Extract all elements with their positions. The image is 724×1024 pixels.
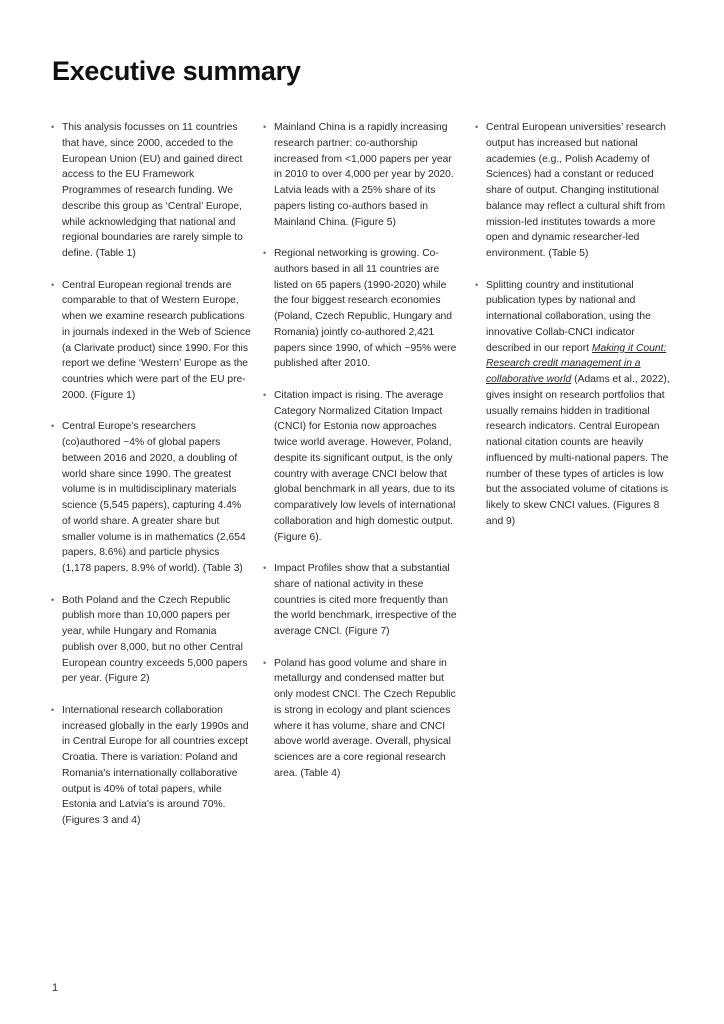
bullet-icon: • [51,594,55,605]
bullet-icon: • [263,389,267,400]
bullet-item [51,593,251,688]
bullet-text: This analysis focusses on 11 countries that have, since 2000, acceded to the European Union (EU) and gained direct access to the EU Framework Programmes of research funding. We describe this group as ‘Central’ Europe, while acknowledging that national and regional boundaries are rarely simple to define. (Table 1) [62,122,243,259]
bullet-text-after-link: (Adams et al., 2022), gives insight on research portfolios that usually remains hidden in traditional research indicators. Central European national citation counts are heavily influenced by multi-national papers. The number of these types of articles is low but the associated volume of citations is likely to skew CNCI values. (Figures 8 and 9) [486,374,670,527]
bullet-icon: • [263,248,267,258]
bullet-item [51,419,251,577]
bullet-icon: • [51,279,55,290]
bullet-text: Both Poland and the Czech Republic publish more than 10,000 papers per year, while Hungary and Romania publish over 8,000, but no other Central European country exceeds 5,000 papers per year. (Figure 2) [62,594,248,685]
bullet-item [51,278,251,404]
bullet-icon: • [263,122,267,132]
bullet-icon: • [263,563,267,573]
summary-column-2 [263,120,459,797]
bullet-item [51,703,251,829]
bullet-item [263,246,459,372]
summary-column-3 [475,120,677,545]
bullet-text: Regional networking is growing. Co-authors based in all 11 countries are listed on 65 papers (1990-2020) while the four biggest research economies (Poland, Czech Republic, Hungary and Romania) jointly co-authored 2,421 papers since 1990, of which ~95% were published after 2010. [274,248,457,370]
bullet-icon: • [51,122,55,132]
page-title: Executive summary [52,56,301,86]
bullet-item [263,561,459,640]
bullet-icon: • [51,704,55,715]
bullet-icon: • [475,122,479,132]
bullet-text: Impact Profiles show that a substantial share of national activity in these countries is cited more frequently than the world benchmark, irrespective of the average CNCI. (Figure 7) [274,563,457,637]
bullet-text: Mainland China is a rapidly increasing research partner: co-authorship increased from <1,000 papers per year in 2010 to over 4,000 per year by 2020. Latvia leads with a 25% share of its papers listing co-authors based in Mainland China. (Figure 5) [274,122,454,228]
bullet-icon: • [51,421,55,432]
bullet-text: International research collaboration increased globally in the early 1990s and in Central Europe for all countries except Croatia. There is variation: Poland and Romania’s internationally collaborative output is 40% of total papers, while Estonia and Latvia’s is around 70%. (Figures 3 and 4) [62,704,249,826]
bullet-icon: • [475,279,479,290]
summary-column-1 [51,120,251,845]
bullet-item [263,388,459,546]
page-number: 1 [52,982,59,994]
bullet-text: Central European universities’ research output has increased but national academies (e.g., Polish Academy of Sciences) had a constant or reduced share of output. Changing institutional balance may reflect a cultural shift from mission-led institutes towards a more open and dynamic researcher-led environment. (Table 5) [486,122,666,259]
bullet-item [263,120,459,230]
report-link[interactable]: Making it Count: Research credit management in a collaborative world [486,342,667,385]
bullet-text-before-link: Splitting country and institutional publication types by national and international collaboration, using the innovative Collab-CNCI indicator described in our report [486,279,651,354]
bullet-item [475,120,677,262]
bullet-item [475,278,677,530]
bullet-text: Poland has good volume and share in metallurgy and condensed matter but only modest CNCI. The Czech Republic is strong in ecology and plant sciences where it has volume, share and CNCI above world average. Overall, physical sciences are a core regional research area. (Table 4) [274,657,456,779]
bullet-icon: • [263,657,267,668]
bullet-text: Central Europe’s researchers (co)authored ~4% of global papers between 2016 and 2020, a doubling of world share since 1990. The greatest volume is in multidisciplinary materials science (5,545 papers), capturing 4.4% of world share. A greater share but smaller volume is in mathematics (2,654 papers, 8.6%) and particle physics (1,178 papers, 8.9% of world). (Table 3) [62,421,246,574]
bullet-item [263,656,459,782]
bullet-item [51,120,251,262]
bullet-text: Central European regional trends are comparable to that of Western Europe, when we examine research publications in journals indexed in the Web of Science (a Clarivate product) since 1990. For this report we define ‘Western’ Europe as the countries which were part of the EU pre-2000. (Figure 1) [62,279,251,401]
bullet-text: Citation impact is rising. The average Category Normalized Citation Impact (CNCI) for Estonia now approaches twice world average. However, Poland, despite its significant output, is the only country with average CNCI below that global benchmark in all years, due to its comparatively low levels of international collaboration and high domestic output. (Figure 6). [274,389,456,543]
